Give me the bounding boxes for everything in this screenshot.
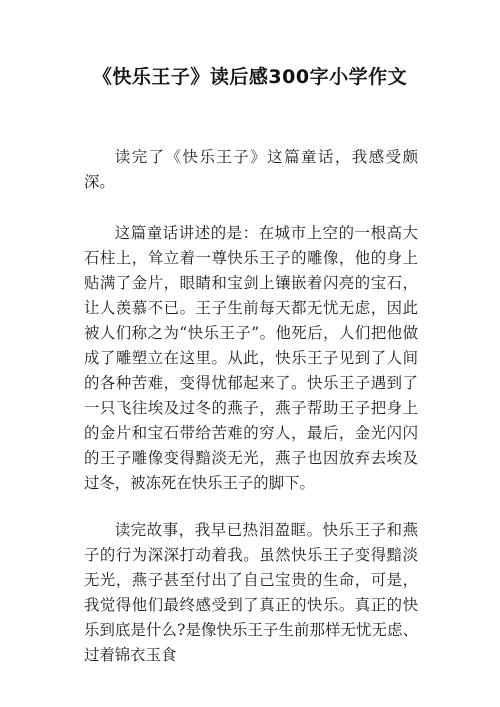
document-title: 《快乐王子》读后感300字小学作文 [92, 66, 408, 88]
document-body [84, 145, 418, 690]
paragraph-intro: 读完了《快乐王子》这篇童话，我感受颇深。 [84, 148, 418, 191]
paragraph-reflection: 读完故事，我早已热泪盈眶。快乐王子和燕子的行为深深打动着我。虽然快乐王子变得黯淡无光，燕子甚至付出了自己宝贵的生命，可是，我觉得他们最终感受到了真正的快乐。真正的快乐到底是什么?是像快乐王子生前那样无忧无虑、过着锦衣玉食 [84, 521, 418, 664]
paragraph-summary: 这篇童话讲述的是：在城市上空的一根高大石柱上，耸立着一尊快乐王子的雕像，他的身上贴满了金片，眼睛和宝剑上镶嵌着闪亮的宝石，让人羡慕不已。王子生前每天都无忧无虑，因此被人们称之为“快乐王子”。他死后，人们把他做成了雕塑立在这里。从此，快乐王子见到了人间的各种苦难，变得忧郁起来了。快乐王子遇到了一只飞往埃及过冬的燕子，燕子帮助王子把身上的金片和宝石带给苦难的穷人，最后，金光闪闪的王子雕像变得黯淡无光，燕子也因放弃去埃及过冬，被冻死在快乐王子的脚下。 [84, 224, 418, 492]
